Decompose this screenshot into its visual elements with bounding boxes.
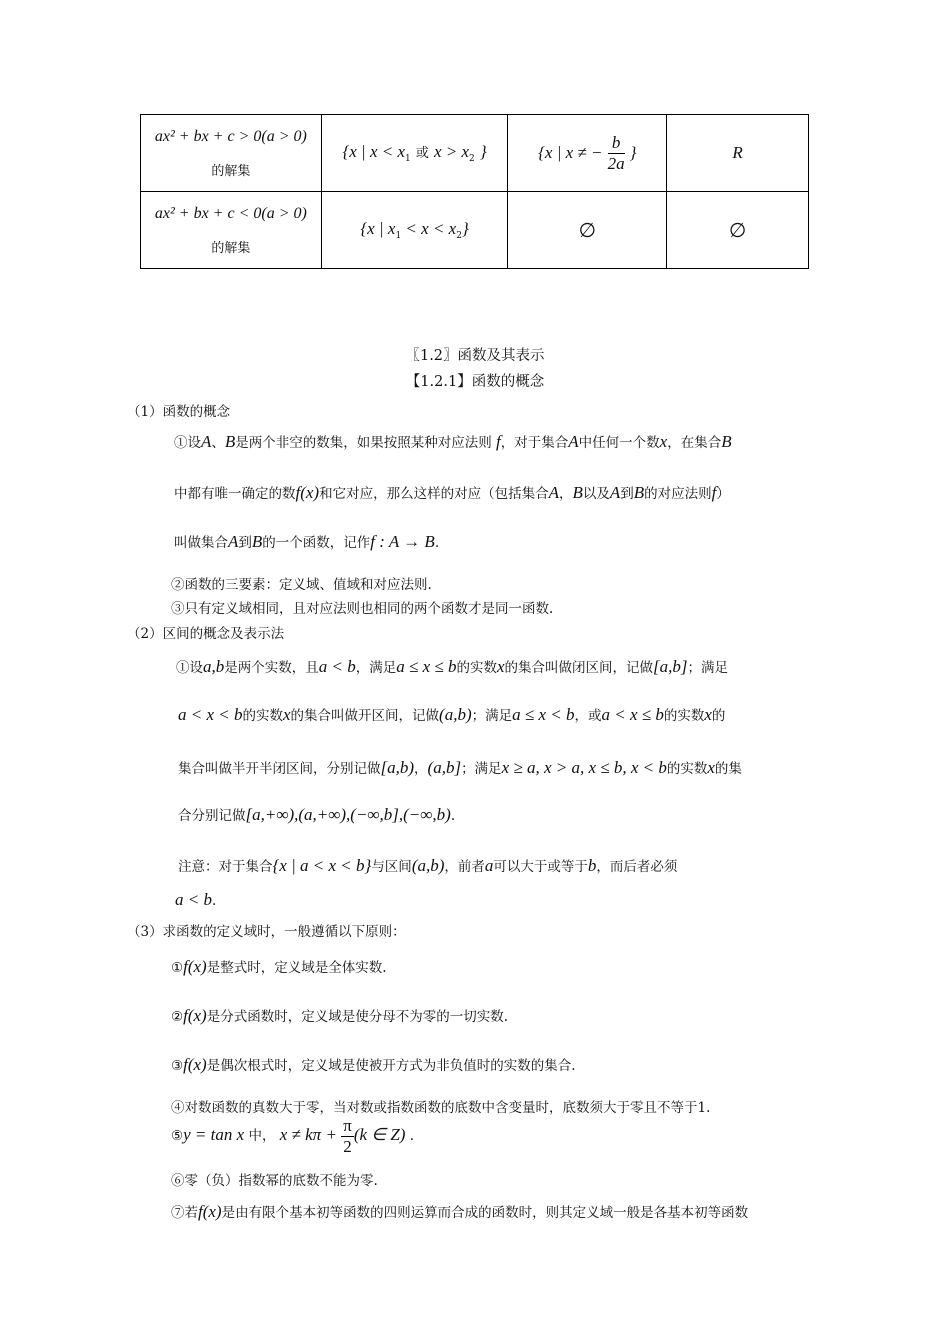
paragraph-line: ③只有定义域相同，且对应法则也相同的两个函数才是同一函数. [171, 601, 554, 617]
paragraph-line: 合分别记做[a,+∞),(a,+∞),(−∞,b],(−∞,b). [178, 805, 456, 824]
paragraph-line: 中都有唯一确定的数f(x)和它对应，那么这样的对应（包括集合A，B以及A到B的对应法则f） [174, 483, 730, 502]
inequality-lt: ax² + bx + c < 0(a > 0) [154, 204, 307, 222]
table-row [141, 115, 809, 192]
paragraph-line: 叫做集合A到B的一个函数，记作f : A → B. [174, 532, 440, 551]
table-row [141, 192, 809, 269]
rule-line: ⑤y = tan x 中， x ≠ kπ + $\frac{\pi}{2}$ (k ∈ Z) . [171, 1116, 415, 1156]
table-cell [141, 192, 322, 269]
set-brace: } [629, 142, 637, 162]
rule-line: ①f(x)是整式时，定义域是全体实数. [171, 957, 387, 976]
fraction-denominator: 2 [343, 1137, 352, 1156]
table-cell [508, 192, 667, 269]
fraction-denominator: 2a [607, 153, 625, 173]
fraction-numerator: π [343, 1116, 352, 1135]
rule-line: ③f(x)是偶次根式时，定义域是使被开方式为非负值时的实数的集合. [171, 1055, 576, 1074]
rule-line: ⑦若f(x)是由有限个基本初等函数的四则运算而合成的函数时，则其定义域一般是各基本初等函数 [171, 1202, 749, 1221]
table-cell [141, 115, 322, 192]
rule-line: ④对数函数的真数大于零，当对数或指数函数的底数中含变量时，底数须大于零且不等于1. [171, 1100, 711, 1116]
set-expr: {x | x ≠ − [538, 142, 603, 162]
paragraph-line: 集合叫做半开半闭区间，分别记做[a,b)，(a,b]；满足x ≥ a, x > a, x ≤ b, x < b的实数x的集 [178, 758, 742, 777]
paragraph-line: ①设A、B是两个非空的数集，如果按照某种对应法则 f，对于集合A中任何一个数x，在集合B [174, 432, 732, 451]
subsection-heading: 【1.2.1】函数的概念 [405, 374, 545, 390]
rule-line: ⑥零（负）指数幂的底数不能为零. [171, 1173, 378, 1189]
paragraph-line: a < x < b的实数x的集合叫做开区间，记做(a,b)；满足a ≤ x < b，或a < x ≤ b的实数x的 [178, 705, 726, 724]
table-cell [321, 192, 508, 269]
note-line: 注意：对于集合{x | a < x < b}与区间(a,b)，前者a可以大于或等于b，而后者必须 [178, 856, 678, 875]
part-2-title: （2）区间的概念及表示法 [127, 626, 285, 642]
fraction [341, 1116, 354, 1157]
paragraph-line: ①设a,b是两个实数，且a < b，满足a ≤ x ≤ b的实数x的集合叫做闭区间，记做[a,b]；满足 [176, 657, 728, 676]
set-expr: x > x [433, 141, 470, 161]
set-brace: } [461, 218, 469, 238]
subscript: 1 [405, 154, 411, 165]
table-cell [508, 115, 667, 192]
set-expr: {x | x < x [342, 141, 406, 161]
note-line: a < b. [175, 890, 217, 909]
part-1-title: （1）函数的概念 [127, 404, 231, 420]
inequality-gt: ax² + bx + c > 0(a > 0) [154, 127, 307, 145]
fraction [608, 133, 625, 174]
section-heading: 〖1.2〗函数及其表示 [405, 348, 545, 364]
rule-line: ②f(x)是分式函数时，定义域是使分母不为零的一切实数. [171, 1006, 508, 1025]
fraction-numerator: b [608, 133, 625, 154]
set-brace: } [479, 141, 487, 161]
empty-set-symbol: ∅ [578, 219, 596, 242]
cell-label: 的解集 [211, 240, 251, 256]
set-expr: < x < x [401, 218, 457, 238]
subscript: 2 [469, 154, 475, 165]
or-word: 或 [415, 145, 429, 161]
set-expr: {x | x [360, 218, 396, 238]
cell-label: 的解集 [211, 163, 251, 179]
subscript: 1 [395, 231, 402, 242]
table-cell [667, 115, 809, 192]
real-set-symbol: R [732, 143, 743, 162]
solution-set-table [140, 114, 809, 269]
paragraph-line: ②函数的三要素：定义域、值域和对应法则. [171, 577, 432, 593]
table-cell [321, 115, 508, 192]
part-3-title: （3）求函数的定义域时，一般遵循以下原则： [127, 924, 406, 940]
subscript: 2 [456, 231, 462, 242]
empty-set-symbol: ∅ [728, 219, 747, 242]
table-cell [667, 192, 809, 269]
